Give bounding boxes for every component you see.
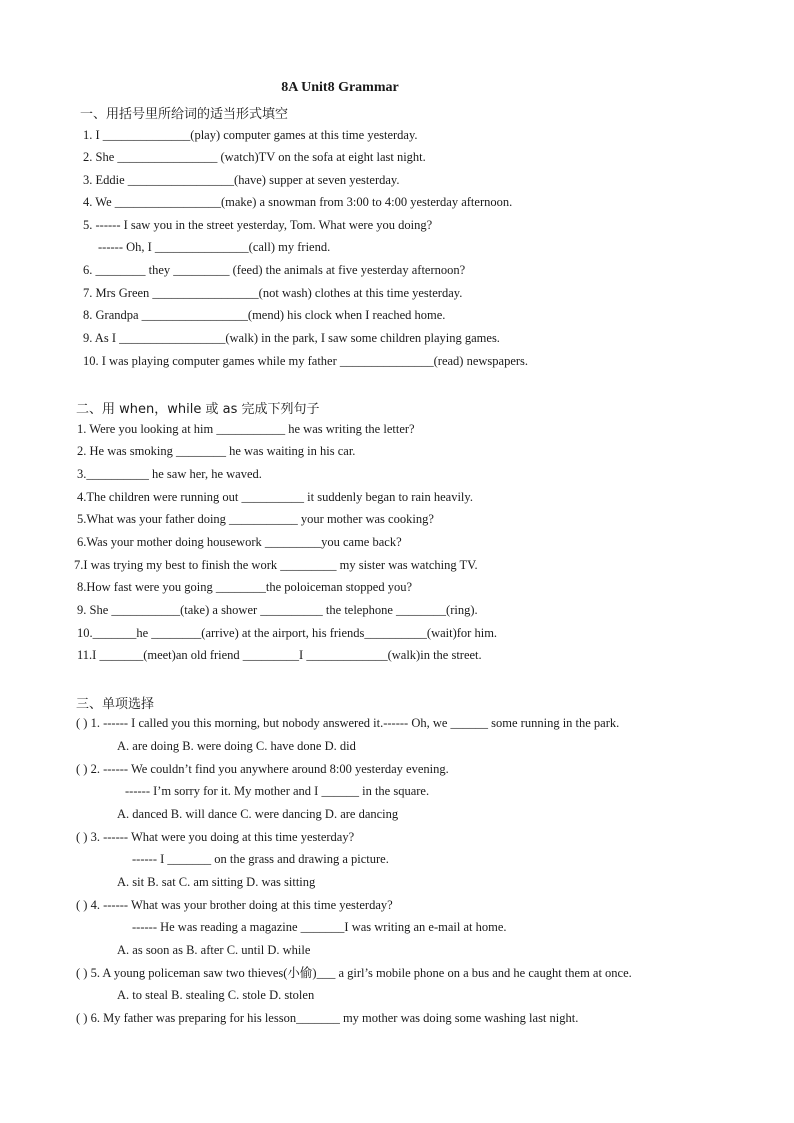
part2-question-10: 10._______he ________(arrive) at the airport, his friends__________(wait)for him. xyxy=(77,626,498,640)
part1-question-6: 6. ________ they _________ (feed) the animals at five yesterday afternoon? xyxy=(83,263,466,277)
part1-question-5-reply: ------ Oh, I _______________(call) my friend. xyxy=(98,240,331,254)
part3-question-3-reply: ------ I _______ on the grass and drawing a picture. xyxy=(132,852,389,866)
part1-question-8: 8. Grandpa _________________(mend) his clock when I reached home. xyxy=(83,308,446,322)
part3-question-6: ( ) 6. My father was preparing for his lesson_______ my mother was doing some washing last night. xyxy=(76,1011,579,1025)
part2-heading: 二、用 when，while 或 as 完成下列句子 xyxy=(76,402,320,417)
page-title: 8A Unit8 Grammar xyxy=(281,80,399,95)
part1-question-2: 2. She ________________ (watch)TV on the sofa at eight last night. xyxy=(83,150,426,164)
part1-question-10: 10. I was playing computer games while my father _______________(read) newspapers. xyxy=(83,354,529,368)
part1-question-7: 7. Mrs Green _________________(not wash) clothes at this time yesterday. xyxy=(83,286,463,300)
part2-question-7: 7.I was trying my best to finish the work _________ my sister was watching TV. xyxy=(74,558,478,572)
part2-question-4: 4.The children were running out __________ it suddenly began to rain heavily. xyxy=(77,490,473,504)
part3-question-2: ( ) 2. ------ We couldn’t find you anywhere around 8:00 yesterday evening. xyxy=(76,762,449,776)
part2-question-3: 3.__________ he saw her, he waved. xyxy=(77,467,262,481)
part2-question-6: 6.Was your mother doing housework _________you came back? xyxy=(77,535,402,549)
part1-question-3: 3. Eddie _________________(have) supper at seven yesterday. xyxy=(83,173,400,187)
part3-question-4-reply: ------ He was reading a magazine _______I was writing an e-mail at home. xyxy=(132,920,507,934)
part3-question-5: ( ) 5. A young policeman saw two thieves(小偷)___ a girl’s mobile phone on a bus and he caught them at once. xyxy=(76,966,632,980)
part3-question-3: ( ) 3. ------ What were you doing at this time yesterday? xyxy=(76,830,355,844)
part3-question-4-options: A. as soon as B. after C. until D. while xyxy=(117,943,311,957)
part1-question-5: 5. ------ I saw you in the street yesterday, Tom. What were you doing? xyxy=(83,218,433,232)
part2-question-9: 9. She ___________(take) a shower __________ the telephone ________(ring). xyxy=(77,603,478,617)
part1-question-9: 9. As I _________________(walk) in the park, I saw some children playing games. xyxy=(83,331,500,345)
part2-question-2: 2. He was smoking ________ he was waiting in his car. xyxy=(77,444,356,458)
part2-question-11: 11.I _______(meet)an old friend _________I _____________(walk)in the street. xyxy=(77,648,482,662)
part2-question-8: 8.How fast were you going ________the poloiceman stopped you? xyxy=(77,580,413,594)
part1-question-1: 1. I ______________(play) computer games at this time yesterday. xyxy=(83,128,418,142)
part3-question-2-reply: ------ I’m sorry for it. My mother and I ______ in the square. xyxy=(125,784,430,798)
part1-question-4: 4. We _________________(make) a snowman from 3:00 to 4:00 yesterday afternoon. xyxy=(83,195,513,209)
part3-question-2-options: A. danced B. will dance C. were dancing D. are dancing xyxy=(117,807,399,821)
part2-question-1: 1. Were you looking at him ___________ he was writing the letter? xyxy=(77,422,415,436)
part3-question-4: ( ) 4. ------ What was your brother doing at this time yesterday? xyxy=(76,898,393,912)
part3-question-5-options: A. to steal B. stealing C. stole D. stolen xyxy=(117,988,315,1002)
part3-question-1: ( ) 1. ------ I called you this morning, but nobody answered it.------ Oh, we ______ some running in the park. xyxy=(76,716,620,730)
part3-question-3-options: A. sit B. sat C. am sitting D. was sitting xyxy=(117,875,316,889)
part1-heading: 一、用括号里所给词的适当形式填空 xyxy=(80,107,289,122)
part3-question-1-options: A. are doing B. were doing C. have done D. did xyxy=(117,739,356,753)
part3-heading: 三、单项选择 xyxy=(76,697,155,712)
part2-question-5: 5.What was your father doing ___________ your mother was cooking? xyxy=(77,512,434,526)
